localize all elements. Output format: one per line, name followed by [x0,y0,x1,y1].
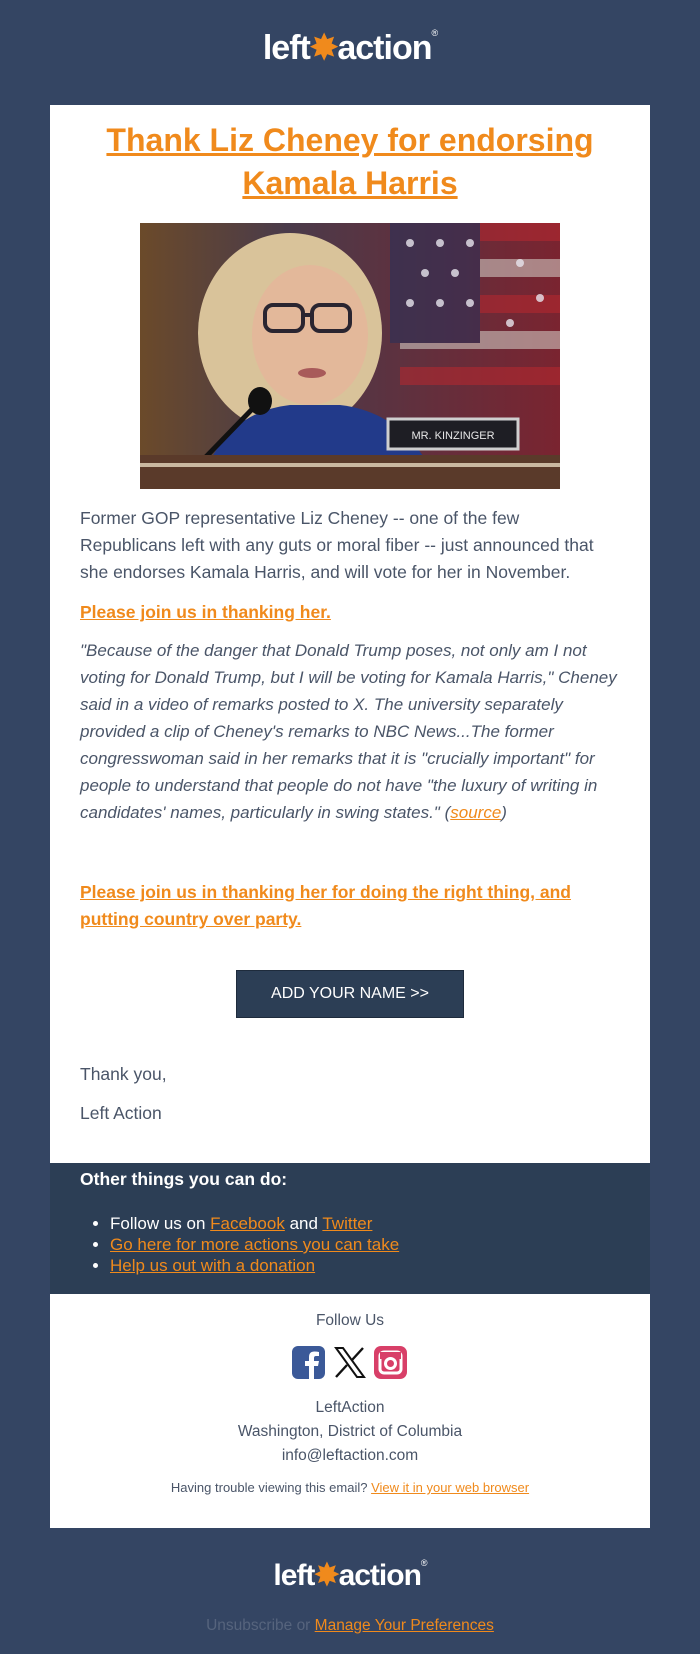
follow-and: and [284,1214,323,1233]
intro-paragraph: Former GOP representative Liz Cheney -- one of the few Republicans left with any guts or moral fiber -- just announced that she endorses Kamala Harris, and will vote for her in November. [80,508,594,582]
registered-mark: ® [431,28,438,38]
twitter-link[interactable]: Twitter [322,1214,373,1233]
email-body-card [50,105,650,1163]
more-actions-link[interactable]: Go here for more actions you can take [110,1235,400,1254]
source-link[interactable]: source [450,803,502,822]
leftaction-footer-logo[interactable] [0,1558,700,1593]
source-paren-open: ( [444,803,451,822]
other-actions-panel [50,1163,650,1294]
trouble-viewing [50,1480,650,1495]
add-your-name-button[interactable]: ADD YOUR NAME >> [236,970,464,1018]
thank-her-right-thing-link[interactable]: Please join us in thanking her for doing the right thing, and putting country over party. [80,882,571,929]
logo-left-text: left [262,29,310,67]
other-actions-list [82,1213,399,1276]
logo-right-text: action [338,1559,421,1592]
footer-card [50,1294,650,1528]
donation-link[interactable]: Help us out with a donation [110,1256,316,1275]
list-item [110,1255,399,1276]
placard-text: MR. KINZINGER [411,430,495,442]
org-email[interactable]: info@leftaction.com [281,1447,419,1464]
logo-left-text: left [273,1559,315,1592]
view-in-browser-link[interactable]: View it in your web browser [371,1480,530,1495]
registered-mark: ® [420,1558,427,1568]
photo-illustration [140,223,560,489]
thank-her-link[interactable]: Please join us in thanking her. [80,602,331,622]
burst-icon: ✸ [309,29,338,67]
follow-prefix: Follow us on [110,1214,211,1233]
facebook-link[interactable]: Facebook [210,1214,285,1233]
burst-icon: ✸ [314,1559,339,1592]
instagram-icon[interactable] [374,1346,407,1379]
unsubscribe-link[interactable]: Unsubscribe or [206,1617,315,1634]
source-paren-close: ) [501,803,507,822]
other-actions-heading: Other things you can do: [80,1169,288,1189]
cheney-quote [80,637,620,826]
headline-link[interactable]: Thank Liz Cheney for endorsing Kamala Harris [106,122,594,201]
org-name: LeftAction [315,1399,385,1416]
trouble-text: Having trouble viewing this email? [170,1480,372,1495]
signoff-text: Left Action [80,1103,162,1123]
unsubscribe-row [0,1617,700,1635]
thanks-text: Thank you, [80,1064,167,1084]
logo-right-text: action [337,29,432,67]
list-item [110,1213,399,1234]
quote-text: "Because of the danger that Donald Trump poses, not only am I not voting for Donald Trump, but I will be voting for Kamala Harris," Cheney said in a video of remarks posted to X. The university separately provided a clip of Cheney's remarks to NBC News...The former congresswoman said in her remarks that it is "crucially important" for people to understand that people do not have "the luxury of writing in candidates' names, particularly in swing states." [80,641,617,822]
x-icon[interactable] [333,1346,366,1379]
liz-cheney-photo[interactable] [140,223,560,489]
list-item [110,1234,399,1255]
manage-preferences-link[interactable]: Manage Your Preferences [314,1617,494,1634]
social-icons [292,1346,408,1382]
follow-us-label: Follow Us [315,1312,385,1329]
leftaction-logo[interactable] [0,28,700,68]
facebook-icon[interactable] [292,1346,325,1379]
org-location: Washington, District of Columbia [237,1423,463,1440]
